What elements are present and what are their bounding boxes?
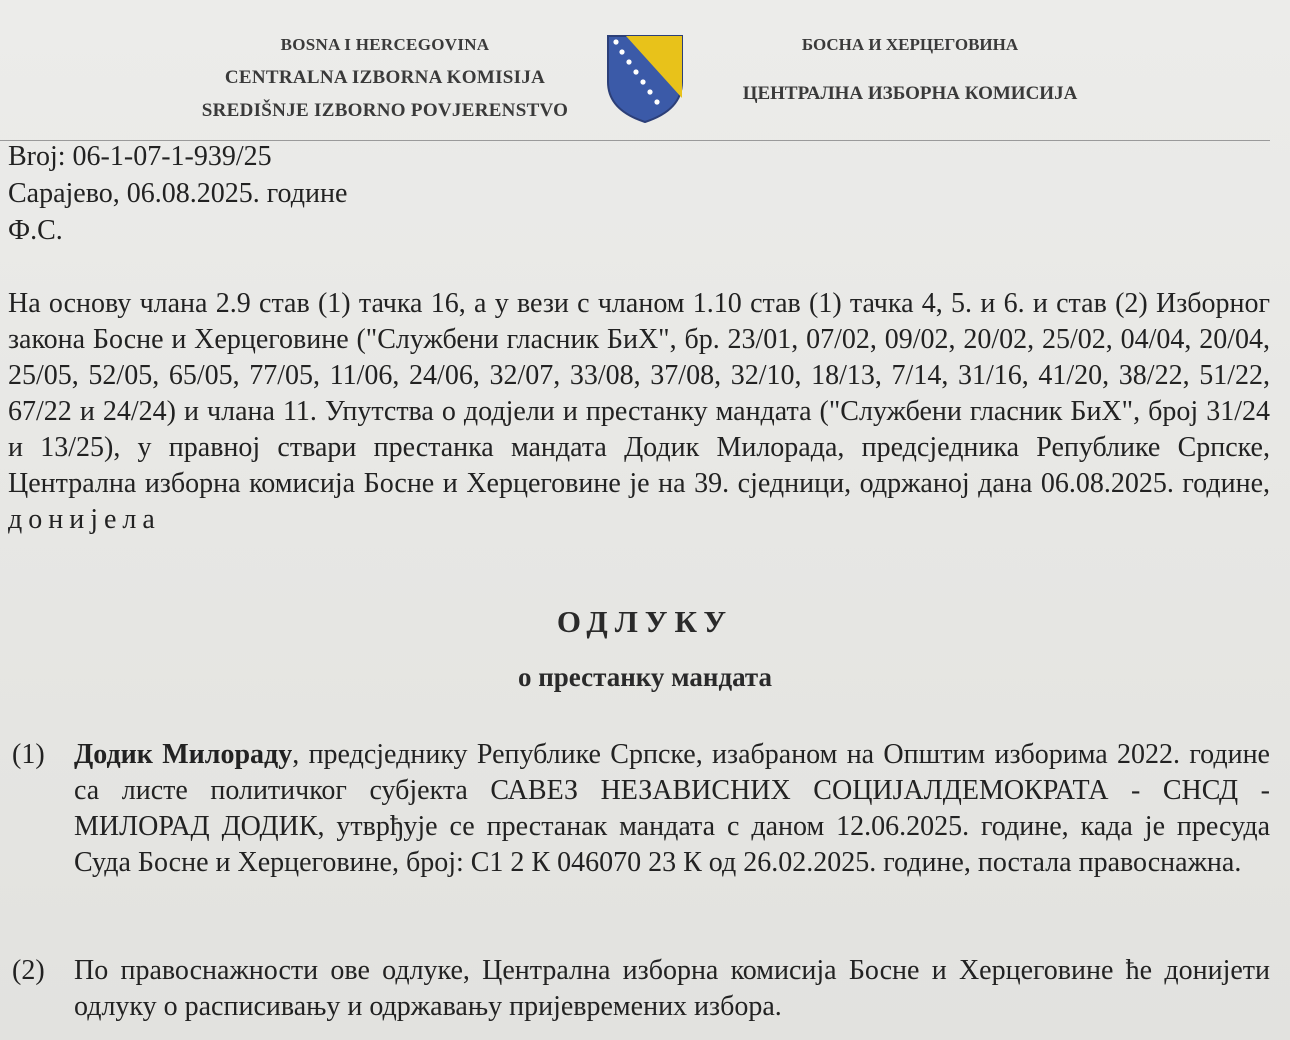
item-text: По правоснажности ове одлуке, Централна изборна комисија Босне и Херцеговине ће донијети одлуку о расписивању и одржавању пријевремених избора. [74, 955, 1270, 1022]
header-left-line2: CENTRALNA IZBORNA KOMISIJA [224, 67, 546, 88]
item-text [74, 737, 1270, 881]
header-right-line1: БОСНА И ХЕРЦЕГОВИНА [801, 35, 1019, 54]
preamble-text: На основу члана 2.9 став (1) тачка 16, а у вези с чланом 1.10 став (1) тачка 4, 5. и 6. и став (2) Изборног закона Босне и Херцеговине ("Службени гласник БиХ", бр. 23/01, 07/02, 09/02, 20/02, 25/02, 04/04, 20/04, 25/05, 52/05, 65/05, 77/05, 11/06, 24/06, 32/07, 33/08, 37/08, 32/10, 18/13, 7/14, 31/16, 41/20, 38/22, 51/22, 67/22 и 24/24) и члана 11. Упутства о додјели и престанку мандата ("Службени гласник БиХ", број 31/24 и 13/25), у правној ствари престанка мандата Додик Милорада, предсједника Републике Српске, Централна изборна комисија Босне и Херцеговине је на 39. сједници, одржаној дана 06.08.2025. године, [8, 288, 1270, 499]
place-date: Сарајево, 06.08.2025. године [8, 178, 348, 209]
preamble-verb: донијела [8, 504, 161, 535]
decision-subtitle: о престанку мандата [517, 662, 772, 692]
document-number: Broj: 06-1-07-1-939/25 [8, 141, 272, 172]
preamble [8, 286, 1270, 538]
item-body: , предсједнику Републике Српске, изабраном на Општим изборима 2022. године са листе политичког субјекта САВЕЗ НЕЗАВИСНИХ СОЦИЈАЛДЕМОКРАТА - СНСД - МИЛОРАД ДОДИК, утврђује се престанак мандата с даном 12.06.2025. године, када је пресуда Суда Босне и Херцеговине, број: С1 2 К 046070 23 К од 26.02.2025. године, постала правоснажна. [74, 739, 1270, 878]
coat-of-arms-icon [604, 32, 686, 124]
header-left-line1: BOSNA I HERCEGOVINA [280, 35, 490, 54]
decision-title: ОДЛУКУ [556, 604, 734, 639]
header-left-line3: SREDIŠNJE IZBORNO POVJERENSTVO [201, 100, 569, 121]
header-right-line2: ЦЕНТРАЛНА ИЗБОРНА КОМИСИЈА [742, 83, 1078, 104]
initials: Ф.С. [8, 215, 63, 246]
item-number: (1) [12, 739, 45, 770]
decision-item [8, 953, 1270, 1025]
document-meta [8, 138, 347, 249]
header-left [150, 28, 620, 127]
item-number: (2) [12, 955, 45, 986]
item-bold-name: Додик Милораду [74, 739, 293, 770]
header-right [695, 28, 1125, 110]
decision-item [8, 737, 1270, 881]
